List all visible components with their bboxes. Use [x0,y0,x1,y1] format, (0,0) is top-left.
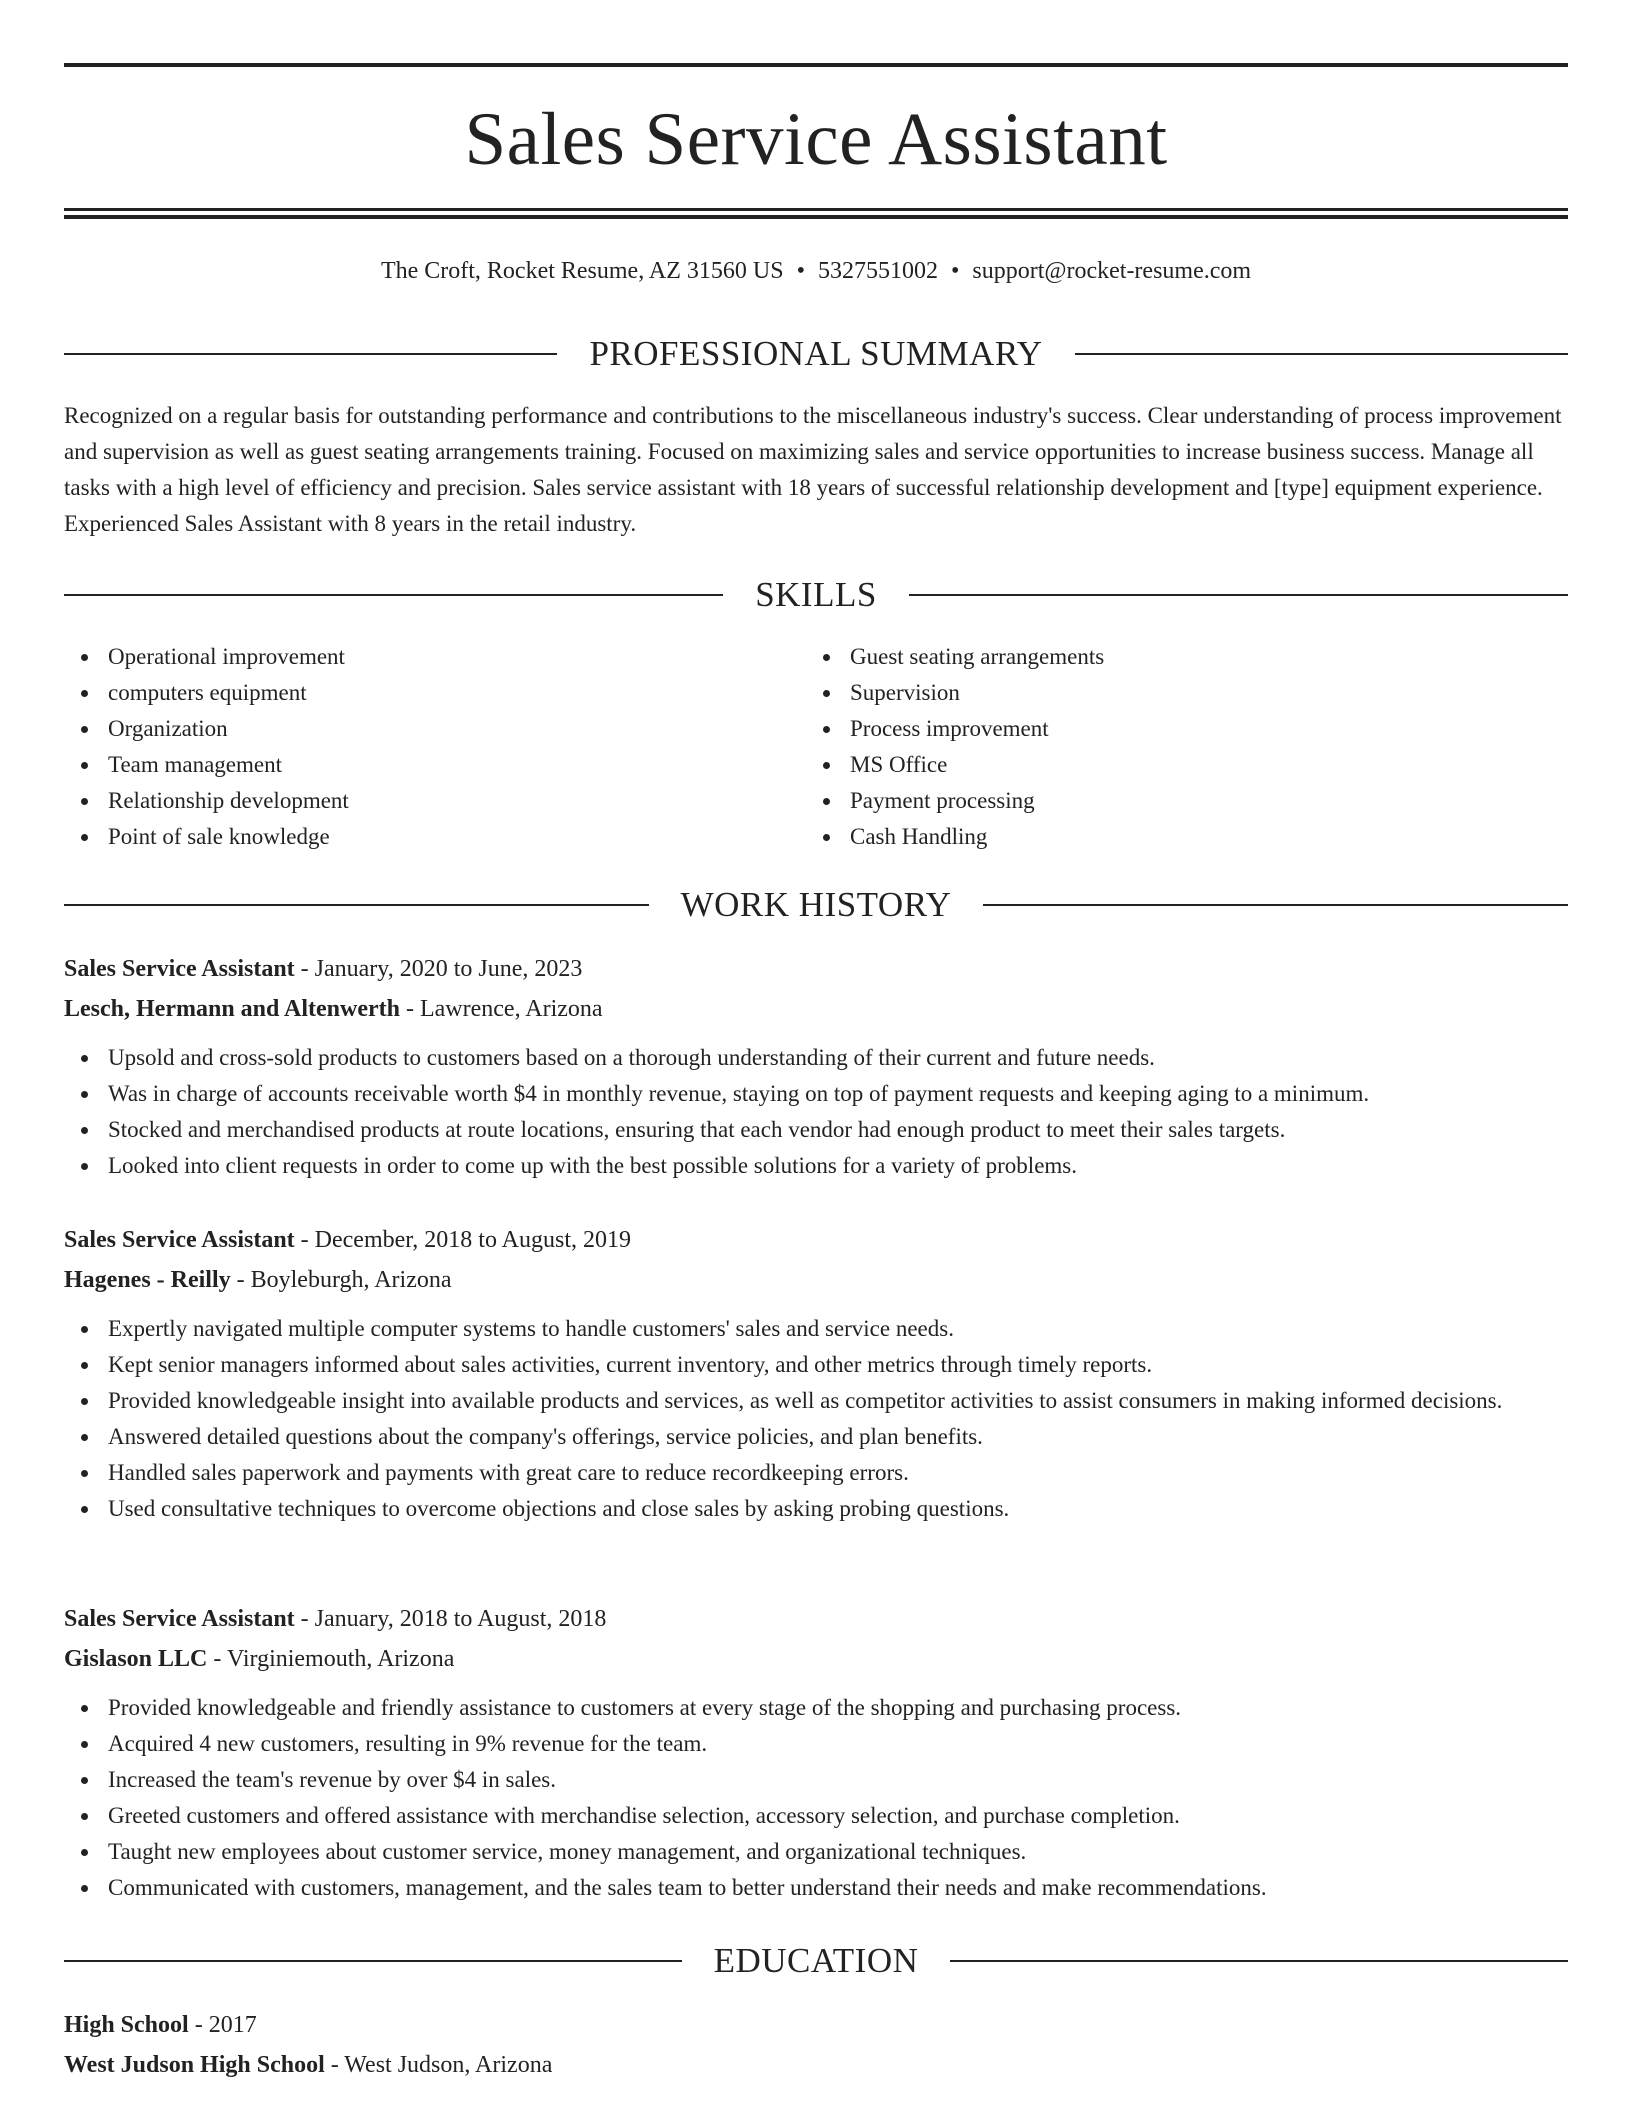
summary-text: Recognized on a regular basis for outstanding performance and contributions to the miscellaneous industry's success. Clear understanding of process improvement and supervision as well as guest seating arrangements training. Focused on maximizing sales and service opportunities to increase business success. Manage all tasks with a high level of efficiency and precision. Sales service assistant with 18 years of successful relationship development and [type] equipment experience. Experienced Sales Assistant with 8 years in the retail industry. [64,403,1562,536]
skill-item: computers equipment [64,675,806,711]
job-bullet: Acquired 4 new customers, resulting in 9% revenue for the team. [64,1726,1568,1762]
job-bullet: Provided knowledgeable insight into available products and services, as well as competitor activities to assist consumers in making informed decisions. [64,1383,1568,1419]
heading-rule-left [64,1960,682,1962]
section-heading-label: EDUCATION [713,1941,919,1980]
skill-item: Cash Handling [806,819,1548,855]
resume-title: Sales Service Assistant [464,98,1168,181]
heading-rule-right [983,904,1568,906]
job-dates: - January, 2018 to August, 2018 [294,1606,607,1632]
education-degree-line [64,2005,1568,2045]
job-location: - Boyleburgh, Arizona [230,1267,452,1293]
section-heading-summary [64,332,1568,376]
contact-email[interactable]: support@rocket-resume.com [972,258,1252,284]
job-title: Sales Service Assistant [64,1227,295,1253]
job-bullet: Answered detailed questions about the company's offerings, service policies, and plan benefits. [64,1419,1568,1455]
job-entry [64,1220,1568,1527]
job-bullet: Looked into client requests in order to come up with the best possible solutions for a variety of problems. [64,1148,1568,1184]
job-title-line [64,1599,1568,1639]
job-bullet: Handled sales paperwork and payments with great care to reduce recordkeeping errors. [64,1455,1568,1491]
section-heading-label: WORK HISTORY [680,885,952,924]
job-bullets [64,1311,1568,1527]
job-bullet: Stocked and merchandised products at route locations, ensuring that each vendor had enough product to meet their sales targets. [64,1112,1568,1148]
job-dates: - January, 2020 to June, 2023 [294,956,583,982]
skill-item: Organization [64,711,806,747]
job-entry [64,949,1568,1184]
contact-separator: • [950,258,960,284]
skills-column-left [64,639,806,855]
job-company-line [64,1639,1568,1679]
skill-item: Payment processing [806,783,1548,819]
section-heading-work-history [64,883,1568,927]
skill-item: Team management [64,747,806,783]
education-location: - West Judson, Arizona [324,2052,553,2078]
job-entry [64,1599,1568,1906]
heading-rule-left [64,353,557,355]
skill-item: Guest seating arrangements [806,639,1548,675]
job-bullet: Was in charge of accounts receivable worth $4 in monthly revenue, staying on top of payment requests and keeping aging to a minimum. [64,1076,1568,1112]
job-bullet: Used consultative techniques to overcome objections and close sales by asking probing questions. [64,1491,1568,1527]
skills-column-right [806,639,1548,855]
job-bullets [64,1690,1568,1906]
education-entry [64,2005,1568,2085]
top-rule [64,63,1568,67]
section-heading-label: PROFESSIONAL SUMMARY [589,334,1043,373]
job-bullets [64,1040,1568,1184]
job-company: Gislason LLC [64,1646,208,1672]
skill-item: Process improvement [806,711,1548,747]
job-location: - Virginiemouth, Arizona [207,1646,455,1672]
job-bullet: Greeted customers and offered assistance with merchandise selection, accessory selection, and purchase completion. [64,1798,1568,1834]
skills-list [64,639,1568,855]
contact-address: The Croft, Rocket Resume, AZ 31560 US [380,258,784,284]
heading-rule-right [1075,353,1568,355]
heading-rule-right [909,594,1568,596]
section-heading-label: SKILLS [755,575,877,614]
heading-rule-left [64,904,649,906]
section-heading-skills [64,573,1568,617]
contact-line [64,254,1568,288]
job-bullet: Kept senior managers informed about sales activities, current inventory, and other metrics through timely reports. [64,1347,1568,1383]
education-degree: High School [64,2012,189,2038]
skill-item: MS Office [806,747,1548,783]
job-company-line [64,1260,1568,1300]
job-title: Sales Service Assistant [64,956,295,982]
heading-rule-right [950,1960,1568,1962]
title-rule-lower [64,215,1568,219]
job-bullet: Taught new employees about customer service, money management, and organizational techniques. [64,1834,1568,1870]
education-school: West Judson High School [64,2052,325,2078]
job-location: - Lawrence, Arizona [400,996,603,1022]
section-heading-education [64,1939,1568,1983]
contact-phone: 5327551002 [817,258,938,284]
job-company: Lesch, Hermann and Altenwerth [64,996,400,1022]
skill-item: Operational improvement [64,639,806,675]
job-bullet: Increased the team's revenue by over $4 in sales. [64,1762,1568,1798]
job-dates: - December, 2018 to August, 2019 [294,1227,631,1253]
job-title: Sales Service Assistant [64,1606,295,1632]
education-year: - 2017 [188,2012,257,2038]
job-bullet: Communicated with customers, management, and the sales team to better understand their needs and make recommendations. [64,1870,1568,1906]
skill-item: Relationship development [64,783,806,819]
education-school-line [64,2045,1568,2085]
heading-rule-left [64,594,723,596]
title-rule-upper [64,208,1568,211]
job-bullet: Upsold and cross-sold products to customers based on a thorough understanding of their current and future needs. [64,1040,1568,1076]
job-company-line [64,989,1568,1029]
job-title-line [64,949,1568,989]
skill-item: Point of sale knowledge [64,819,806,855]
job-title-line [64,1220,1568,1260]
job-bullet: Provided knowledgeable and friendly assistance to customers at every stage of the shopping and purchasing process. [64,1690,1568,1726]
contact-separator: • [796,258,805,284]
job-bullet: Expertly navigated multiple computer systems to handle customers' sales and service needs. [64,1311,1568,1347]
skill-item: Supervision [806,675,1548,711]
job-company: Hagenes - Reilly [64,1267,231,1293]
